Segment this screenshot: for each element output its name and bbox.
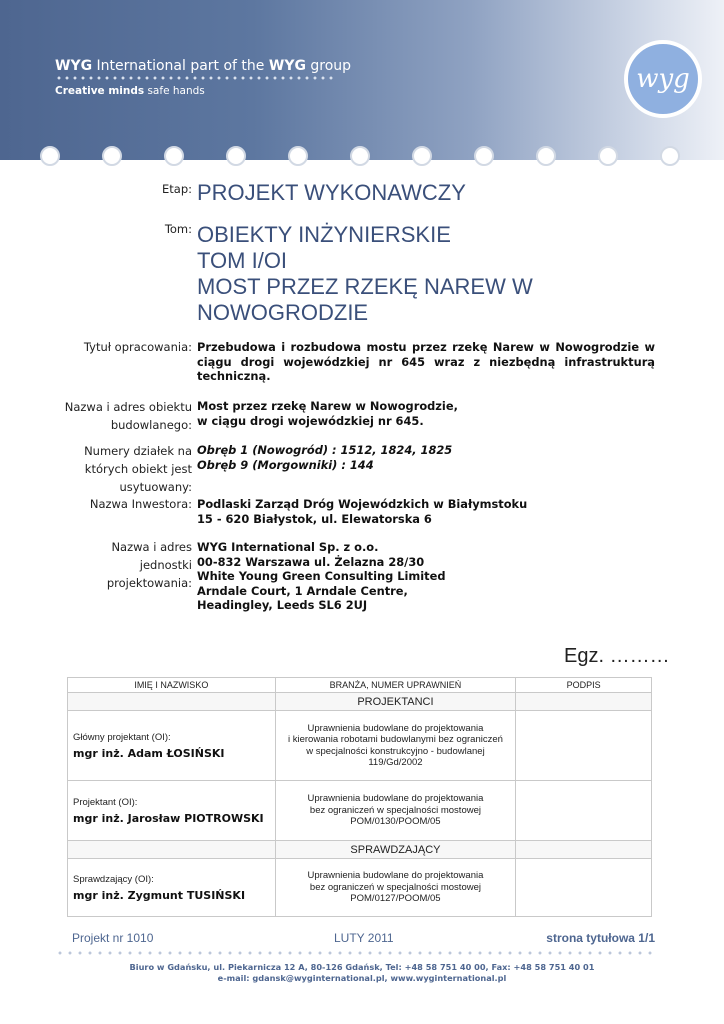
jednostka-line: Arndale Court, 1 Arndale Centre, xyxy=(197,583,408,598)
office-address: Biuro w Gdańsku, ul. Piekarnicza 12 A, 80-126 Gdańsk, Tel: +48 58 751 40 00, Fax: +48 58 751 40 01 xyxy=(129,962,595,972)
tagline-rest: safe hands xyxy=(144,85,205,97)
person-name: mgr inż. Jarosław PIOTROWSKI xyxy=(73,811,264,825)
dzialki-label-line: których obiekt jest xyxy=(84,462,192,476)
ring-icon xyxy=(412,146,432,166)
footer-dots xyxy=(55,951,655,955)
table-row xyxy=(68,781,652,841)
signature-cell xyxy=(516,859,652,917)
inwestor-label: Nazwa Inwestora: xyxy=(89,497,192,511)
tom-label: Tom: xyxy=(164,222,192,236)
ring-icon xyxy=(474,146,494,166)
tom-line: OBIEKTY INŻYNIERSKIE xyxy=(197,222,451,247)
tytul-label: Tytuł opracowania: xyxy=(83,340,192,354)
ring-icon xyxy=(40,146,60,166)
brand-dots xyxy=(55,76,335,80)
section-label: PROJEKTANCI xyxy=(275,693,516,711)
permission-text: Uprawnienia budowlane do projektowania bez ograniczeń w specjalności mostowej POM/0127/POOM/05 xyxy=(275,859,516,917)
etap-value: PROJEKT WYKONAWCZY xyxy=(197,180,466,205)
column-header: IMIĘ I NAZWISKO xyxy=(68,678,276,693)
tagline-bold: Creative minds xyxy=(55,85,145,97)
person-name: mgr inż. Adam ŁOSIŃSKI xyxy=(73,746,225,760)
inwestor-line: 15 - 620 Białystok, ul. Elewatorska 6 xyxy=(197,511,432,526)
ring-icon xyxy=(164,146,184,166)
office-contact: e-mail: gdansk@wyginternational.pl, www.wyginternational.pl xyxy=(217,973,507,983)
signature-cell xyxy=(516,781,652,841)
jednostka-value xyxy=(197,540,446,613)
jednostka-label-line: Nazwa i adres xyxy=(111,540,192,554)
project-number: Projekt nr 1010 xyxy=(72,931,154,945)
jednostka-line: 00-832 Warszawa ul. Żelazna 28/30 xyxy=(197,554,425,569)
brand-line xyxy=(55,58,351,74)
tytul-value: Przebudowa i rozbudowa mostu przez rzekę Narew w Nowogrodzie w ciągu drogi wojewódzkiej nr 645 wraz z niezbędną infrastrukturą techniczną. xyxy=(197,340,655,383)
brand-bold: WYG xyxy=(55,58,93,74)
obiekt-label-line: budowlanego: xyxy=(110,418,192,432)
etap-label: Etap: xyxy=(162,182,192,196)
section-row xyxy=(68,693,652,711)
project-date: LUTY 2011 xyxy=(334,931,394,945)
section-row xyxy=(68,841,652,859)
dzialki-label xyxy=(84,442,192,496)
ring-icon xyxy=(102,146,122,166)
tom-line: MOST PRZEZ RZEKĘ NAREW W xyxy=(197,274,533,299)
role-label: Projektant (OI): xyxy=(73,796,138,808)
jednostka-line: Headingley, Leeds SL6 2UJ xyxy=(197,598,368,612)
tom-line: NOWOGRODZIE xyxy=(197,300,369,325)
table-row xyxy=(68,711,652,781)
ring-icon xyxy=(598,146,618,166)
table-header-row xyxy=(68,678,652,693)
table-row xyxy=(68,859,652,917)
ring-icon xyxy=(350,146,370,166)
dzialki-label-line: usytuowany: xyxy=(119,480,192,494)
signature-cell xyxy=(516,711,652,781)
ring-icon xyxy=(660,146,680,166)
jednostka-line: White Young Green Consulting Limited xyxy=(197,569,446,583)
header-band xyxy=(0,0,724,160)
inwestor-value xyxy=(197,497,527,526)
column-header: BRANŻA, NUMER UPRAWNIEŃ xyxy=(275,678,516,693)
inwestor-line: Podlaski Zarząd Dróg Wojewódzkich w Białymstoku xyxy=(197,497,528,511)
obiekt-label-line: Nazwa i adres obiektu xyxy=(64,400,192,414)
ring-icon xyxy=(226,146,246,166)
jednostka-label-line: projektowania: xyxy=(106,576,192,590)
logo-text: wyg xyxy=(636,64,690,94)
jednostka-label-line: jednostki xyxy=(139,558,192,572)
dzialki-label-line: Numery działek na xyxy=(84,444,192,458)
obiekt-value xyxy=(197,399,458,428)
person-name: mgr inż. Zygmunt TUSIŃSKI xyxy=(73,888,246,902)
copy-number: Egz. ……… xyxy=(564,645,670,667)
ring-icon xyxy=(536,146,556,166)
wyg-logo xyxy=(624,40,702,118)
tom-value xyxy=(197,222,533,326)
section-label: SPRAWDZAJĄCY xyxy=(275,841,516,859)
dzialki-line: Obręb 1 (Nowogród) : 1512, 1824, 1825 xyxy=(197,443,453,457)
dzialki-value xyxy=(197,443,452,472)
obiekt-line: w ciągu drogi wojewódzkiej nr 645. xyxy=(197,413,424,428)
role-label: Sprawdzający (OI): xyxy=(73,873,154,885)
obiekt-label xyxy=(65,398,192,434)
column-header: PODPIS xyxy=(516,678,652,693)
ring-icon xyxy=(288,146,308,166)
jednostka-label xyxy=(107,538,192,592)
tagline xyxy=(55,85,205,97)
brand-mid: International part of the xyxy=(92,58,269,74)
tom-line: TOM I/OI xyxy=(197,248,288,273)
page-indicator: strona tytułowa 1/1 xyxy=(546,931,655,945)
permission-text: Uprawnienia budowlane do projektowania bez ograniczeń w specjalności mostowej POM/0130/POOM/05 xyxy=(275,781,516,841)
jednostka-line: WYG International Sp. z o.o. xyxy=(197,540,379,554)
signatures-table xyxy=(67,677,652,917)
permission-text: Uprawnienia budowlane do projektowania i kierowania robotami budowlanymi bez ograniczeń w specjalności konstrukcyjno - budowlanej 119/Gd/2002 xyxy=(275,711,516,781)
brand-bold-2: WYG xyxy=(268,58,306,74)
dzialki-line: Obręb 9 (Morgowniki) : 144 xyxy=(197,457,374,472)
role-label: Główny projektant (OI): xyxy=(73,731,171,743)
obiekt-line: Most przez rzekę Narew w Nowogrodzie, xyxy=(197,399,458,413)
brand-end: group xyxy=(305,58,352,74)
binder-rings xyxy=(0,146,724,172)
